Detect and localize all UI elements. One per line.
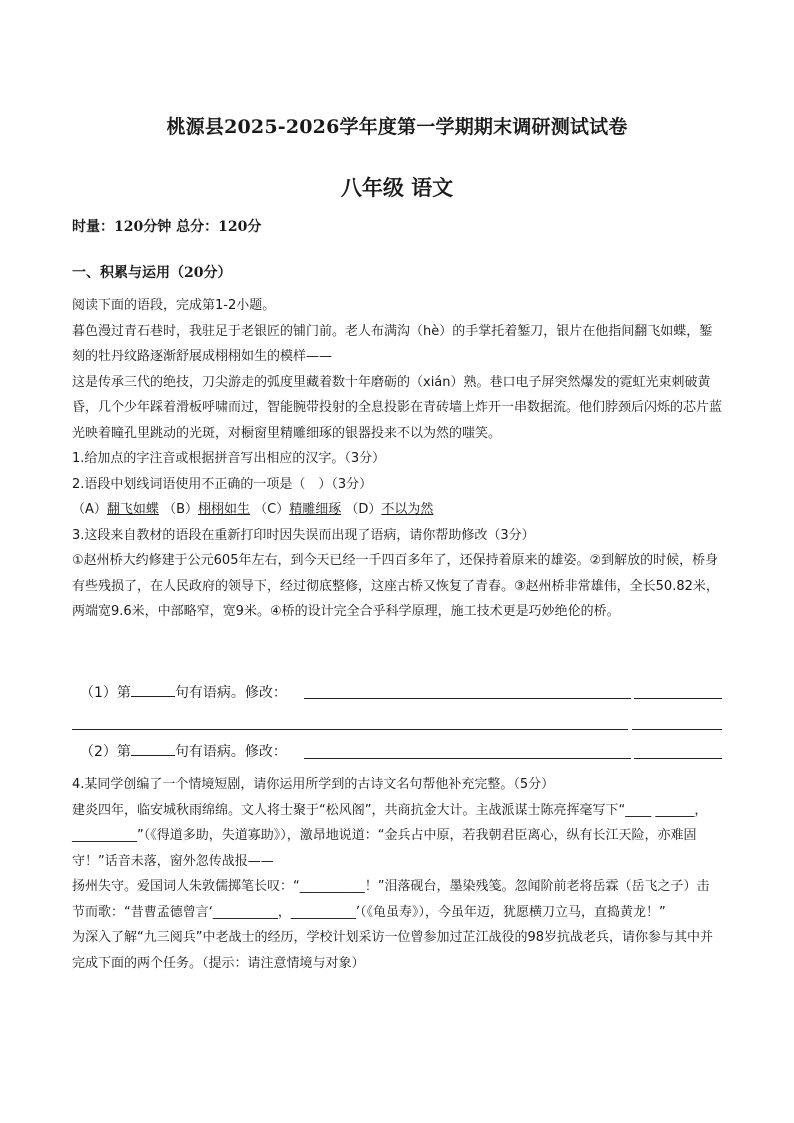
exam-subtitle: 八年级 语文: [340, 175, 454, 200]
answer-1-prefix: （1）第: [80, 685, 131, 701]
option-c-label: （C）: [254, 502, 290, 517]
exam-title: 桃源县2025-2026学年度第一学期期末调研测试试卷: [166, 116, 628, 138]
question-1: 1.给加点的字注音或根据拼音写出相应的汉字。（3分）: [72, 451, 386, 466]
answer-2-sentence-blank[interactable]: [131, 741, 175, 756]
section-heading: 一、积累与运用（20分）: [72, 265, 232, 281]
answer-1-line-a[interactable]: [304, 698, 631, 699]
option-c: 精雕细琢: [289, 502, 342, 517]
question-2-options: [72, 497, 722, 523]
option-a: 翻飞如蝶: [106, 502, 159, 517]
answer-2-prefix: （2）第: [80, 744, 131, 760]
question-4: 4.某同学创编了一个情境短剧，请你运用所学到的古诗文名句帮他补充完整。（5分）: [72, 777, 555, 792]
option-d-label: （D）: [345, 502, 382, 517]
option-b-label: （B）: [163, 502, 198, 517]
question-2: 2.语段中划线词语使用不正确的一项是（ ）（3分）: [72, 476, 373, 492]
answer-2-suffix: 句有语病。修改：: [174, 744, 287, 760]
option-a-label: （A）: [72, 502, 107, 517]
section1-body: [72, 293, 722, 625]
option-d: 不以为然: [381, 502, 434, 517]
answer-1-line-b[interactable]: [634, 698, 722, 699]
question-3: 3.这段来自教材的语段在重新打印时因失误而出现了语病，请你帮助修改（3分）: [72, 527, 535, 543]
scene-para-2: 扬州失守。爱国词人朱敦儒掷笔长叹：“__________！”泪落砚台，墨染残笺。忽闻阶前老将岳霖（岳飞之子）击节而歌：“昔曹孟德曾言‘__________，__________’（《龟虽寿》），今虽年迈，犹愿横刀立马，直捣黄龙！”: [72, 879, 710, 920]
passage-para-1: 暮色漫过青石巷时，我驻足于老银匠的铺门前。老人布满沟（hè）的手掌托着錾刀，银片在他指间翻飞如蝶，錾刻的牡丹纹路逐渐舒展成栩栩如生的模样——: [72, 323, 713, 364]
answer-2-line-a[interactable]: [304, 758, 631, 759]
answer-1-line-d[interactable]: [632, 729, 722, 730]
answer-2-line-b[interactable]: [634, 758, 722, 759]
interview-task-intro: 为深入了解“九三阅兵”中老战士的经历，学校计划采访一位曾参加过芷江战役的98岁抗战老兵，请你参与其中并完成下面的两个任务。（提示：请注意情境与对象）: [72, 930, 714, 971]
scene-para-1: 建炎四年，临安城秋雨绵绵。文人将士聚于“松风阁”，共商抗金大计。主战派谋士陈亮挥毫写下“____ ______，__________”（《得道多助，失道寡助》），激昂地说道：“金兵占中原，若我朝君臣离心，纵有长江天险，亦难固守！”话音未落，窗外忽传战报——: [72, 802, 708, 869]
question-3-text: ①赵州桥大约修建于公元605年左右，到今天已经一千四百多年了，还保持着原来的雄姿。②到解放的时候，桥身有些残损了，在人民政府的领导下，经过彻底整修，这座古桥又恢复了青春。③赵州桥非常雄伟，全长50.82米，两端宽9.6米，中部略窄，宽9米。④桥的设计完全合乎科学原理，施工技术更是巧妙绝伦的桥。: [72, 553, 719, 619]
section2-body: [72, 772, 722, 976]
answer-1-suffix: 句有语病。修改：: [174, 685, 287, 701]
answer-1-line-c[interactable]: [72, 729, 628, 730]
exam-meta: 时量：120分钟 总分：120分: [72, 219, 262, 235]
passage-para-2: 这是传承三代的绝技，刀尖游走的弧度里藏着数十年磨砺的（xián）熟。巷口电子屏突然爆发的霓虹光束刺破黄昏，几个少年踩着滑板呼啸而过，智能腕带投射的全息投影在青砖墙上炸开一串数据流。他们脖颈后闪烁的芯片蓝光映着瞳孔里跳动的光斑，对橱窗里精雕细琢的银器投来不以为然的嗤笑。: [72, 374, 723, 441]
reading-intro: 阅读下面的语段，完成第1-2小题。: [72, 298, 276, 313]
answer-1-sentence-blank[interactable]: [131, 682, 175, 697]
option-b: 栩栩如生: [197, 502, 250, 517]
